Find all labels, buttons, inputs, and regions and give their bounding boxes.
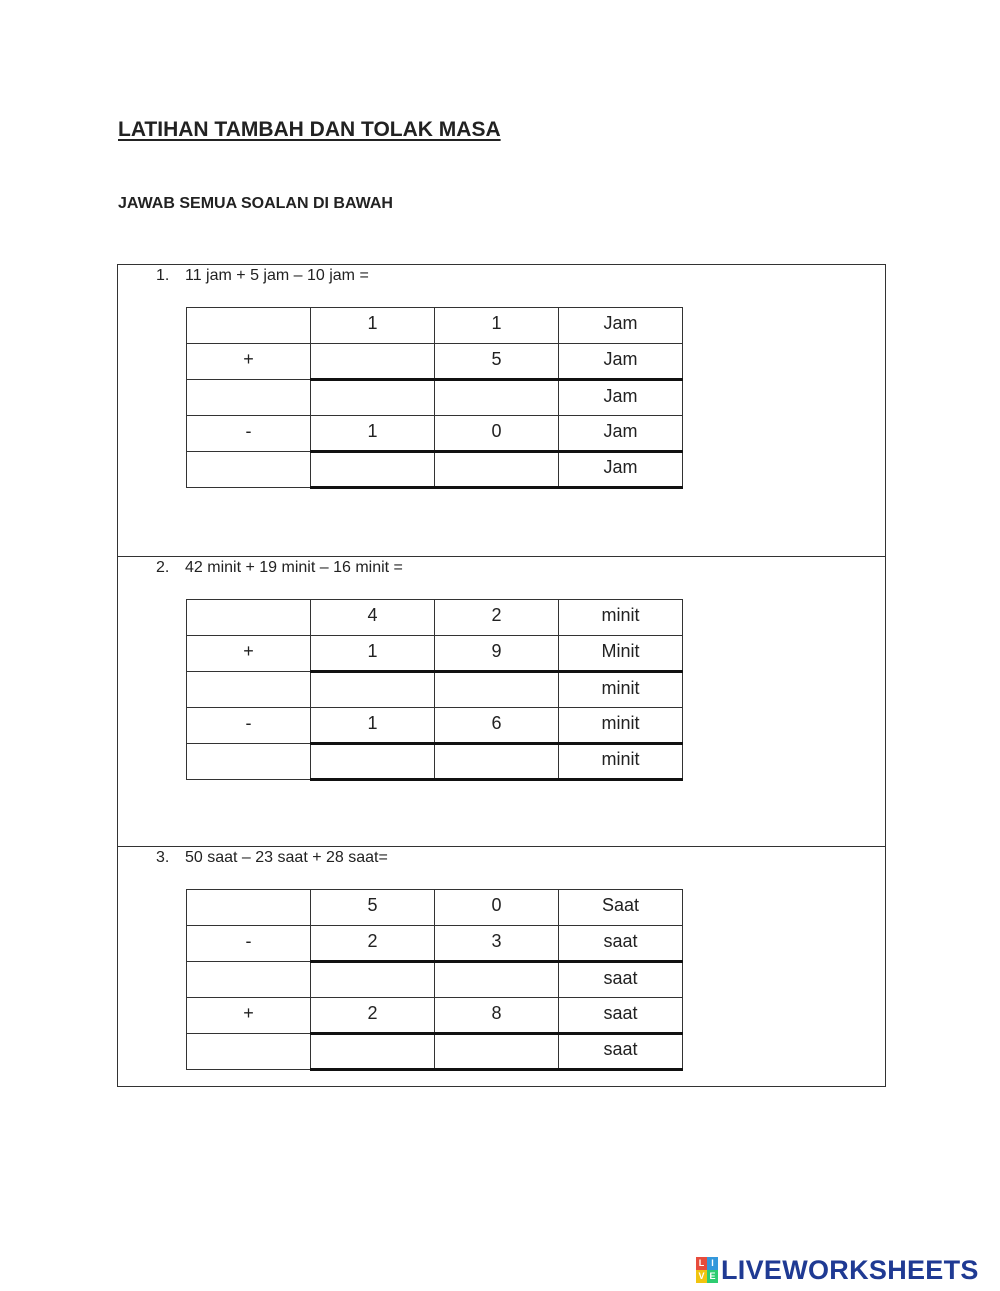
question-number: 2. xyxy=(156,559,170,576)
question-text xyxy=(156,267,369,285)
question-number: 1. xyxy=(156,267,170,284)
working-table xyxy=(186,307,683,489)
unit-cell: saat xyxy=(559,1034,683,1070)
operator-cell: - xyxy=(187,416,311,452)
table-row xyxy=(187,344,683,380)
table-row xyxy=(187,926,683,962)
digit-cell: 1 xyxy=(311,416,435,452)
logo-icon-square: V xyxy=(696,1270,707,1283)
table-row xyxy=(187,600,683,636)
logo-icon xyxy=(696,1257,718,1283)
table-row xyxy=(187,636,683,672)
unit-cell: Jam xyxy=(559,452,683,488)
question-expression: 11 jam + 5 jam – 10 jam = xyxy=(185,267,369,284)
working-table xyxy=(186,889,683,1071)
answer-cell[interactable] xyxy=(311,1034,435,1070)
answer-cell[interactable] xyxy=(311,672,435,708)
unit-cell: Jam xyxy=(559,416,683,452)
answer-cell[interactable] xyxy=(435,452,559,488)
operator-cell xyxy=(187,672,311,708)
table-row xyxy=(187,998,683,1034)
answer-cell[interactable] xyxy=(435,744,559,780)
table-row xyxy=(187,416,683,452)
unit-cell: minit xyxy=(559,672,683,708)
operator-cell: + xyxy=(187,636,311,672)
page-title: LATIHAN TAMBAH DAN TOLAK MASA xyxy=(118,118,501,141)
unit-cell: saat xyxy=(559,998,683,1034)
answer-cell[interactable] xyxy=(435,672,559,708)
question-text xyxy=(156,559,403,577)
digit-cell: 5 xyxy=(311,890,435,926)
operator-cell xyxy=(187,962,311,998)
table-row xyxy=(187,1034,683,1070)
question-1 xyxy=(118,265,885,557)
operator-cell xyxy=(187,452,311,488)
unit-cell: Jam xyxy=(559,308,683,344)
operator-cell: - xyxy=(187,708,311,744)
liveworksheets-logo xyxy=(696,1253,979,1287)
operator-cell xyxy=(187,380,311,416)
table-row xyxy=(187,308,683,344)
digit-cell: 4 xyxy=(311,600,435,636)
digit-cell: 1 xyxy=(311,708,435,744)
digit-cell: 3 xyxy=(435,926,559,962)
digit-cell: 8 xyxy=(435,998,559,1034)
table-row xyxy=(187,962,683,998)
answer-cell[interactable] xyxy=(435,380,559,416)
table-row xyxy=(187,380,683,416)
question-3 xyxy=(118,847,885,1086)
digit-cell xyxy=(311,344,435,380)
operator-cell xyxy=(187,308,311,344)
digit-cell: 2 xyxy=(311,998,435,1034)
operator-cell xyxy=(187,600,311,636)
unit-cell: Jam xyxy=(559,344,683,380)
answer-cell[interactable] xyxy=(435,962,559,998)
answer-cell[interactable] xyxy=(311,380,435,416)
unit-cell: saat xyxy=(559,926,683,962)
question-2 xyxy=(118,557,885,847)
table-row xyxy=(187,744,683,780)
working-table xyxy=(186,599,683,781)
answer-cell[interactable] xyxy=(311,452,435,488)
digit-cell: 6 xyxy=(435,708,559,744)
digit-cell: 2 xyxy=(435,600,559,636)
operator-cell: + xyxy=(187,344,311,380)
answer-cell[interactable] xyxy=(311,962,435,998)
table-row xyxy=(187,708,683,744)
digit-cell: 5 xyxy=(435,344,559,380)
operator-cell xyxy=(187,1034,311,1070)
unit-cell: minit xyxy=(559,600,683,636)
digit-cell: 0 xyxy=(435,416,559,452)
digit-cell: 0 xyxy=(435,890,559,926)
unit-cell: minit xyxy=(559,708,683,744)
unit-cell: Saat xyxy=(559,890,683,926)
operator-cell xyxy=(187,744,311,780)
logo-text: LIVEWORKSHEETS xyxy=(721,1254,979,1285)
table-row xyxy=(187,890,683,926)
table-row xyxy=(187,452,683,488)
answer-cell[interactable] xyxy=(311,744,435,780)
question-box xyxy=(117,264,886,1087)
operator-cell: - xyxy=(187,926,311,962)
logo-icon-square: L xyxy=(696,1257,707,1270)
digit-cell: 1 xyxy=(311,308,435,344)
digit-cell: 1 xyxy=(311,636,435,672)
digit-cell: 9 xyxy=(435,636,559,672)
question-expression: 42 minit + 19 minit – 16 minit = xyxy=(185,559,403,576)
logo-icon-square: I xyxy=(707,1257,718,1270)
unit-cell: Jam xyxy=(559,380,683,416)
question-expression: 50 saat – 23 saat + 28 saat= xyxy=(185,849,388,866)
question-text xyxy=(156,849,388,867)
digit-cell: 1 xyxy=(435,308,559,344)
question-number: 3. xyxy=(156,849,170,866)
unit-cell: saat xyxy=(559,962,683,998)
operator-cell: + xyxy=(187,998,311,1034)
logo-icon-square: E xyxy=(707,1270,718,1283)
table-row xyxy=(187,672,683,708)
unit-cell: Minit xyxy=(559,636,683,672)
answer-cell[interactable] xyxy=(435,1034,559,1070)
digit-cell: 2 xyxy=(311,926,435,962)
unit-cell: minit xyxy=(559,744,683,780)
instructions: JAWAB SEMUA SOALAN DI BAWAH xyxy=(118,195,393,212)
operator-cell xyxy=(187,890,311,926)
